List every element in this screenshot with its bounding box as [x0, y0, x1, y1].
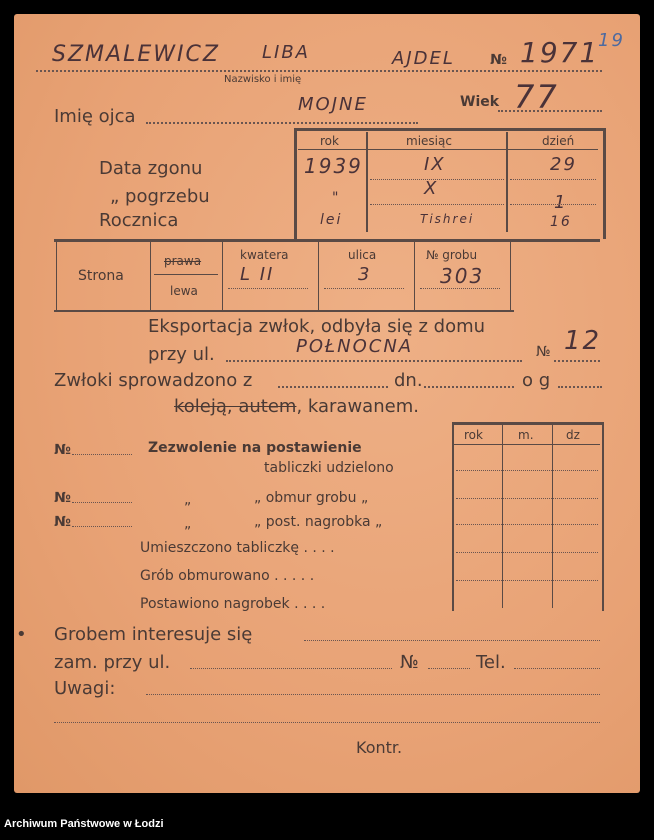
age: 77	[514, 78, 559, 116]
permit-no: №	[54, 442, 71, 458]
anniversary-month: Tishrei	[420, 212, 475, 226]
notes-label: Uwagi:	[54, 678, 116, 699]
surname: SZMALEWICZ	[52, 42, 220, 67]
residence-label: zam. przy ul.	[54, 652, 171, 673]
row-value: 3	[358, 264, 372, 285]
col-month: miesiąc	[406, 134, 452, 148]
archive-credit: Archiwum Państwowe w Łodzi	[4, 818, 164, 830]
record-number-suffix: 19	[598, 30, 625, 51]
permit-label: Zezwolenie na postawienie	[148, 440, 362, 456]
record-number: 1971	[520, 36, 600, 69]
left-label: lewa	[170, 284, 198, 298]
burial-record-card	[14, 14, 640, 793]
permit-date-table	[452, 422, 604, 611]
row-label: ulica	[348, 248, 377, 262]
death-year: 1939	[304, 154, 363, 178]
fence-no: №	[54, 490, 71, 506]
burial-day: 1	[554, 192, 568, 213]
export-label: Eksportacja zwłok, odbyła się z domu	[148, 316, 486, 337]
transport-rest: , karawanem.	[296, 396, 419, 417]
bullet: •	[16, 624, 27, 645]
no-sign: №	[490, 52, 507, 68]
permit-label-2: tabliczki udzielono	[264, 460, 394, 476]
death-day: 29	[550, 154, 577, 175]
father-label: Imię ojca	[54, 106, 136, 127]
tomb-placed: Postawiono nagrobek . . . .	[140, 596, 326, 612]
hour-label: o g	[522, 370, 551, 391]
tomb-no: №	[54, 514, 71, 530]
burial-year: "	[332, 190, 341, 206]
anniversary-year: lei	[320, 212, 343, 228]
street-label: przy ul.	[148, 344, 215, 365]
grave-fenced: Grób obmurowano . . . . .	[140, 568, 315, 584]
burial-month: X	[424, 178, 439, 199]
right-label: prawa	[164, 254, 202, 268]
tel-label: Tel.	[476, 652, 506, 673]
ditto-2: „	[184, 516, 192, 532]
col-year: rok	[320, 134, 339, 148]
name-label: Nazwisko i imię	[224, 74, 302, 85]
father-name: MOJNE	[298, 94, 368, 115]
transport-struck: koleją, autem	[174, 396, 297, 417]
ditto-1: „	[184, 492, 192, 508]
day-label: dn.	[394, 370, 423, 391]
transport-line	[174, 396, 419, 417]
death-label: Data zgonu	[99, 158, 203, 179]
house-number: 12	[564, 326, 602, 356]
street-value: POŁNOCNA	[296, 336, 414, 357]
anniversary-label: Rocznica	[99, 210, 179, 231]
plate-placed: Umieszczono tabliczkę . . . .	[140, 540, 335, 556]
anniversary-day: 16	[550, 214, 572, 230]
burial-label: „ pogrzebu	[110, 186, 210, 207]
grave-number: 303	[440, 264, 485, 288]
death-month: IX	[424, 154, 446, 175]
side-label: Strona	[78, 268, 124, 284]
fence-label: „ obmur grobu „	[254, 490, 369, 506]
kwatera-value: L II	[240, 264, 275, 285]
residence-no: №	[400, 652, 419, 673]
tomb-label: „ post. nagrobka „	[254, 514, 383, 530]
kwatera-label: kwatera	[240, 248, 289, 262]
first-name: LIBA	[262, 42, 310, 63]
house-no-sign: №	[536, 344, 551, 360]
grave-label: № grobu	[426, 248, 478, 262]
control-label: Kontr.	[356, 738, 403, 757]
col-m: m.	[518, 428, 534, 442]
second-name: AJDEL	[392, 48, 455, 69]
col-day: dzień	[542, 134, 575, 148]
col-r: rok	[464, 428, 483, 442]
interested-label: Grobem interesuje się	[54, 624, 253, 645]
brought-label: Zwłoki sprowadzono z	[54, 370, 253, 391]
col-d: dz	[566, 428, 580, 442]
age-label: Wiek	[460, 94, 500, 110]
